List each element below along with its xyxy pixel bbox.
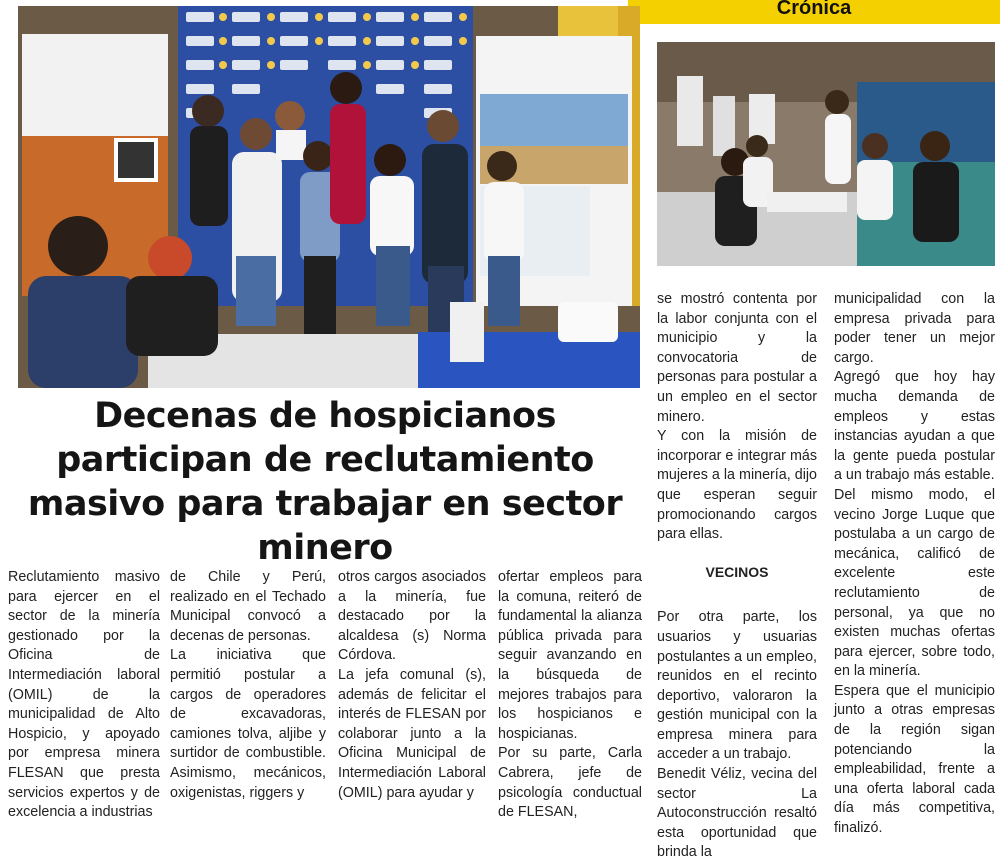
article-column-1 [8,568,160,823]
section-label: Crónica [776,0,852,19]
paragraph: se mostró contenta por la labor conjunta con el municipio y la convocatoria de personas para postular a un empleo en el sector minero. [657,291,817,425]
article-column-6 [834,290,995,839]
article-column-3 [338,568,486,803]
paragraph: municipalidad con la empresa privada para poder tener un mejor cargo. [834,291,995,366]
paragraph: Por otra parte, los usuarios y usuarias postulantes a un empleo, reunidos en el recinto deportivo, valoraron la gestión municipal con la empresa minera para acceder a un trabajo. [657,609,817,763]
paragraph: Espera que el municipio junto a otras empresas de la región sigan potenciando la empleabilidad, frente a una oferta laboral cada día más competitiva, finalizó. [834,682,995,837]
main-photo [18,6,640,388]
paragraph: La jefa comunal (s), además de felicitar el interés de FLESAN por colaborar junto a la Oficina Municipal de Intermediación Laboral (OMIL) para ayudar y [338,666,486,801]
paragraph: Del mismo modo, el vecino Jorge Luque que postulaba a un cargo de mecánica, calificó de excelente este reclutamiento de personal, ya que no existen muchas ofertas para ejercer, sobre todo, en la minería. [834,486,995,680]
article-column-4 [498,568,642,823]
section-subhead: VECINOS [705,563,769,580]
paragraph: Y con la misión de incorporar e integrar más mujeres a la minería, dijo que esperan seguir promocionando cargos para ellas. [657,428,817,543]
paragraph: La iniciativa que permitió postular a cargos de operadores de excavadoras, camiones tolva, aljibe y surtidor de combustible. Asimismo, mecánicos, oxigenistas, riggers y [170,647,326,801]
paragraph: Benedit Véliz, vecina del sector La Autoconstrucción resaltó esta oportunidad que brinda la [657,766,817,861]
article-column-2 [170,568,326,803]
paragraph: Reclutamiento masivo para ejercer en el sector de la minería gestionado por la Oficina de Intermediación laboral (OMIL) de la municipalidad de Alto Hospicio, y apoyado por empresa minera FLESAN que presta servicios expertos y de excelencia a industrias [8,569,160,821]
paragraph: ofertar empleos para la comuna, reiteró de fundamental la alianza pública privada para seguir avanzando en la búsqueda de mejores trabajos para los hospicianos e hospicianas. [498,569,642,742]
paragraph: de Chile y Perú, realizado en el Techado Municipal convocó a decenas de personas. [170,569,326,644]
section-tag [628,0,1000,24]
main-photo-illustration [18,6,640,388]
paragraph: Por su parte, Carla Cabrera, jefe de psicología conductual de FLESAN, [498,745,642,821]
side-photo-illustration [657,42,995,266]
paragraph: otros cargos asociados a la minería, fue destacado por la alcaldesa (s) Norma Córdova. [338,569,486,664]
article-column-5 [657,290,817,863]
article-headline: Decenas de hospicianos participan de reclutamiento masivo para trabajar en sector minero [27,396,623,568]
side-photo [657,42,995,266]
paragraph: Agregó que hoy hay mucha demanda de empleos y estas instancias ayudan a que la gente pueda postular a un trabajo más estable. [834,369,995,484]
